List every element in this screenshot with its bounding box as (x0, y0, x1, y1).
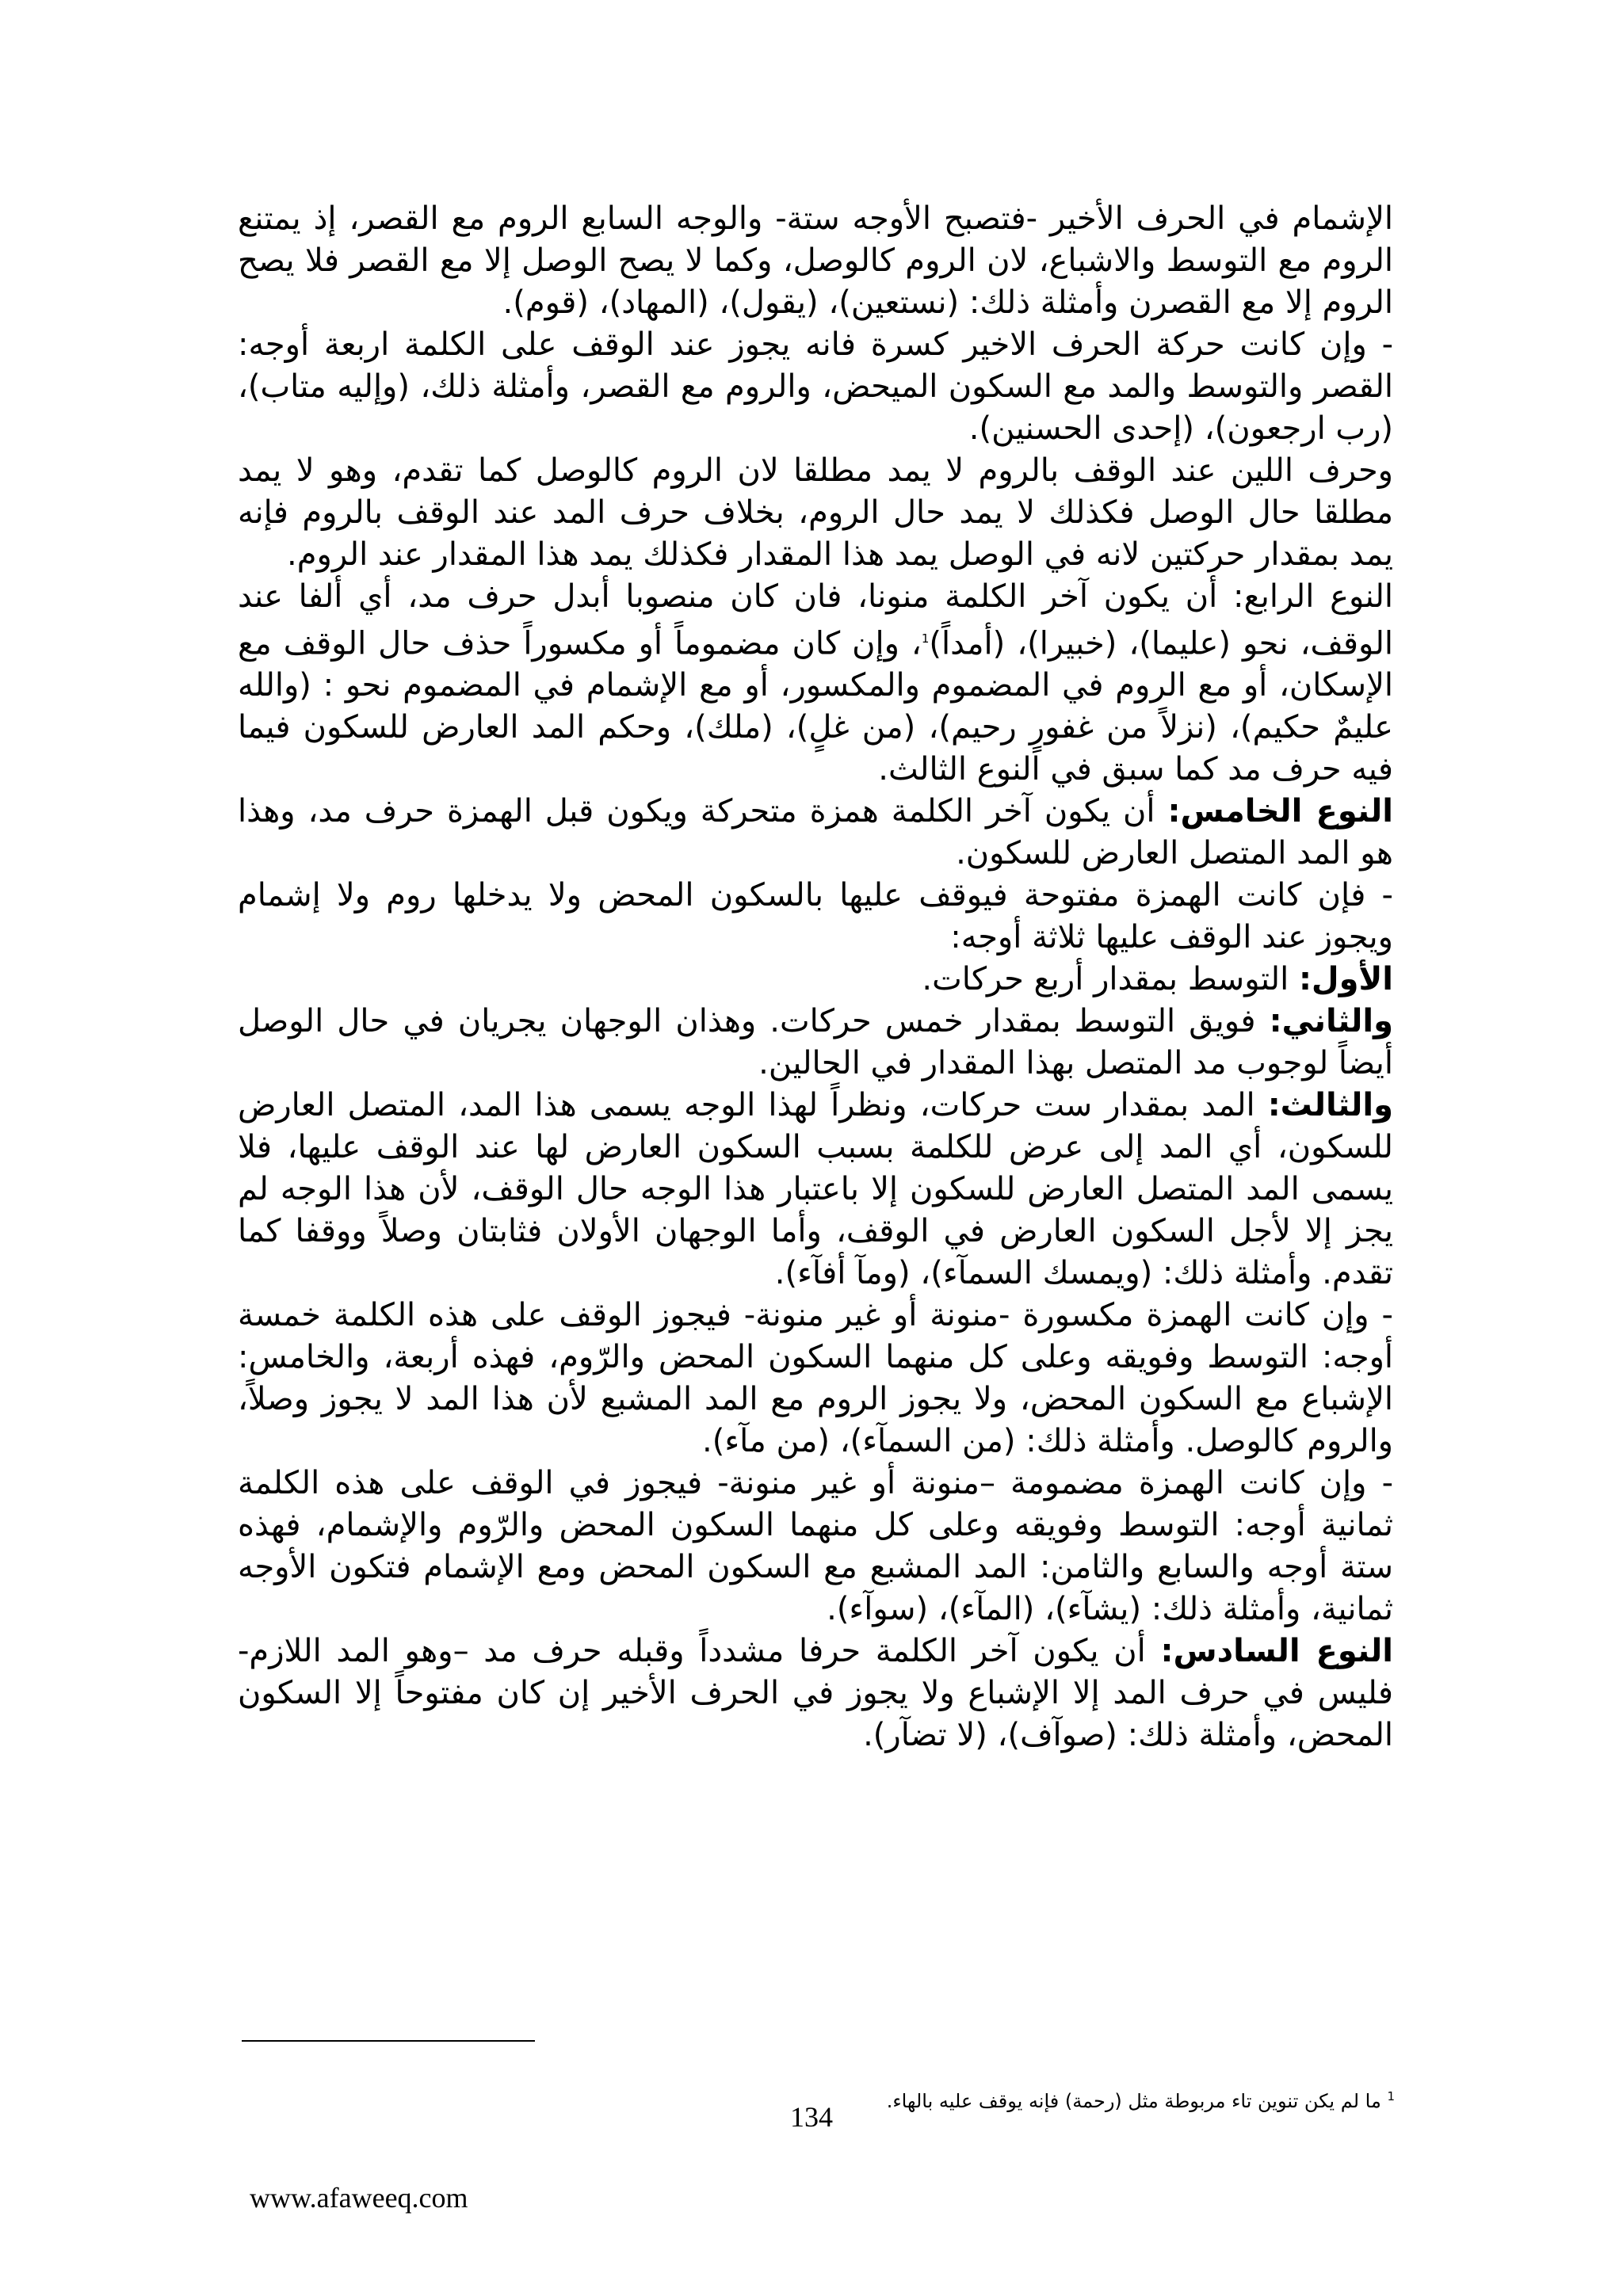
item-heading: الأول: (1298, 961, 1393, 998)
paragraph-11 (238, 1463, 1393, 1630)
paragraph-text: - وإن كانت الهمزة مضمومة –منونة أو غير منونة- فيجوز في الوقف على هذه الكلمة ثمانية أوجه: التوسط وفويقه وعلى كل منهما السكون المحض والرّوم والإشمام، فهذه ستة أوجه والسابع والثامن: المد المشبع مع السكون المحض ومع الإشمام فتكون الأوجه ثمانية، وأمثلة ذلك: (يشآء)، (المآء)، (سوآء). (238, 1465, 1393, 1628)
footnote-divider (242, 2040, 535, 2042)
paragraph-text: فويق التوسط بمقدار خمس حركات. وهذان الوجهان يجريان في حال الوصل أيضاً لوجوب مد المتصل بهذا المقدار في الحالين. (238, 1003, 1393, 1082)
paragraph-10 (238, 1295, 1393, 1463)
item-heading: والثاني: (1269, 1003, 1393, 1040)
paragraph-text: - وإن كانت حركة الحرف الاخير كسرة فانه يجوز عند الوقف على الكلمة اربعة أوجه: القصر والتوسط والمد مع السكون الميحض، والروم مع القصر، وأمثلة ذلك، (وإليه متاب)، (رب ارجعون)، (إحدى الحسنين). (238, 326, 1393, 447)
paragraph-text: وحرف اللين عند الوقف بالروم لا يمد مطلقا لان الروم كالوصل كما تقدم، وهو لا يمد مطلقا حال الوصل فكذلك لا يمد حال الروم، بخلاف حرف المد عند الوقف بالروم فإنه يمد بمقدار حركتين لانه في الوصل يمد هذا المقدار فكذلك يمد هذا المقدار عند الروم. (238, 452, 1393, 573)
paragraph-12 (238, 1630, 1393, 1756)
paragraph-7 (238, 959, 1393, 1001)
paragraph-text: التوسط بمقدار أربع حركات. (922, 961, 1299, 998)
paragraph-1 (238, 198, 1393, 324)
paragraph-text: الإشمام في الحرف الأخير -فتصبح الأوجه ستة- والوجه السابع الروم مع القصر، إذ يمتنع الروم مع التوسط والاشباع، لان الروم كالوصل، وكما لا يصح الوصل إلا مع القصر فلا يصح الروم إلا مع القصرن وأمثلة ذلك: (نستعين)، (يقول)، (المهاد)، (قوم). (238, 200, 1393, 321)
paragraph-text-continued: ، وإن كان مضموماً أو مكسوراً حذف حال الوقف مع الإسكان، أو مع الروم في المضموم والمكسور، أو مع الإشمام في المضموم نحو : (والله عليمٌ حكيم)، (نزلاً من غفورٍ رحيم)، (من غلٍ)، (ملك)، وحكم المد العارض للسكون فيما فيه حرف مد كما سبق في النوع الثالث. (238, 625, 1393, 788)
paragraph-8 (238, 1001, 1393, 1085)
footnote-text: ما لم يكن تنوين تاء مربوطة مثل (رحمة) فإنه يوقف عليه بالهاء. (886, 2090, 1388, 2112)
paragraph-4 (238, 576, 1393, 791)
paragraph-3 (238, 450, 1393, 576)
paragraph-9 (238, 1085, 1393, 1295)
paragraph-text: - وإن كانت الهمزة مكسورة -منونة أو غير منونة- فيجوز الوقف على هذه الكلمة خمسة أوجه: التوسط وفويقه وعلى كل منهما السكون المحض والرّوم، فهذه أربعة، والخامس: الإشباع مع السكون المحض، ولا يجوز الروم مع المد المشبع لأن هذا المد لا يجوز وصلاً، والروم كالوصل. وأمثلة ذلك: (من السمآء)، (من مآء). (238, 1297, 1393, 1460)
paragraph-text: - فإن كانت الهمزة مفتوحة فيوقف عليها بالسكون المحض ولا يدخلها روم ولا إشمام ويجوز عند الوقف عليها ثلاثة أوجه: (238, 877, 1393, 956)
paragraph-text: أن يكون آخر الكلمة حرفا مشدداً وقبله حرف مد –وهو المد اللازم- فليس في حرف المد إلا الإشباع ولا يجوز في الحرف الأخير إن كان مفتوحاً إلا السكون المحض، وأمثلة ذلك: (صوآف)، (لا تضآر). (238, 1633, 1393, 1754)
section-heading: النوع السادس: (1160, 1633, 1393, 1670)
paragraph-2 (238, 324, 1393, 450)
website-url: www.afaweeq.com (250, 2182, 468, 2214)
section-heading: النوع الخامس: (1167, 793, 1393, 830)
paragraph-6 (238, 875, 1393, 959)
page-number: 134 (790, 2101, 833, 2133)
paragraph-5 (238, 791, 1393, 875)
paragraph-text: أن يكون آخر الكلمة همزة متحركة ويكون قبل الهمزة حرف مد، وهذا هو المد المتصل العارض للسكون. (238, 793, 1393, 872)
main-text (238, 198, 1393, 1756)
paragraph-text: النوع الرابع: أن يكون آخر الكلمة منونا، فان كان منصوبا أبدل حرف مد، أي ألفا عند الوقف، نحو (عليما)، (خبيرا)، (أمداً) (238, 578, 1393, 662)
footnote-marker: 1 (921, 631, 930, 646)
item-heading: والثالث: (1267, 1087, 1393, 1124)
footnote-number: 1 (1387, 2089, 1395, 2103)
paragraph-text: المد بمقدار ست حركات، ونظراً لهذا الوجه يسمى هذا المد، المتصل العارض للسكون، أي المد إلى عرض للكلمة بسبب السكون العارض لها عند الوقف عليها، فلا يسمى المد المتصل العارض للسكون إلا باعتبار هذا الوجه حال الوقف، لأن هذا الوجه لم يجز إلا لأجل السكون العارض في الوقف، وأما الوجهان الأولان فثابتان وصلاً ووقفا كما تقدم. وأمثلة ذلك: (ويمسك السمآء)، (ومآ أفآء). (238, 1087, 1393, 1292)
